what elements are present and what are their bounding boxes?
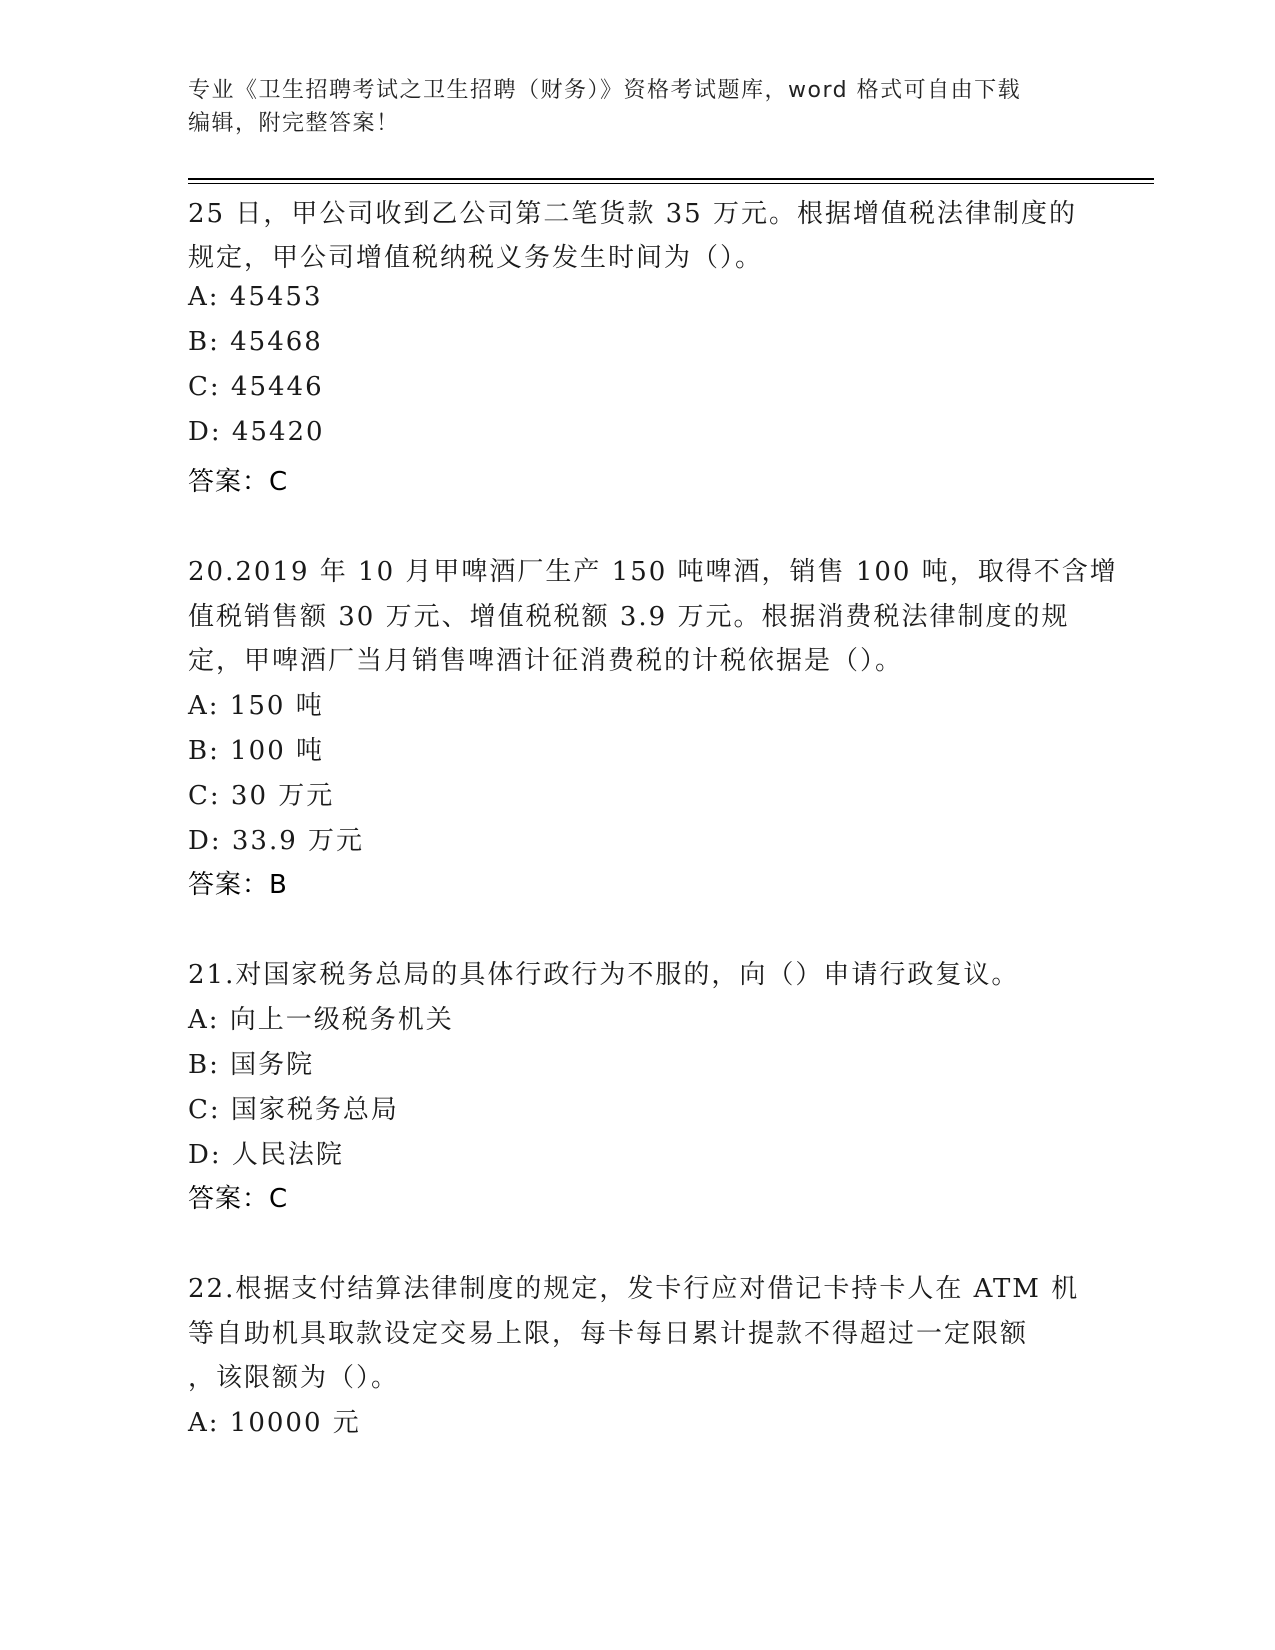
- q20-text-line-1: 20.2019 年 10 月甲啤酒厂生产 150 吨啤酒，销售 100 吨，取得不含增: [188, 557, 1118, 587]
- q20-option-b: B: 100 吨: [188, 736, 325, 766]
- q19-option-d: D: 45420: [188, 417, 325, 447]
- q21-option-a: A: 向上一级税务机关: [188, 1005, 454, 1035]
- q20-text-line-2: 值税销售额 30 万元、增值税税额 3.9 万元。根据消费税法律制度的规: [188, 602, 1070, 632]
- q22-option-a: A: 10000 元: [188, 1408, 361, 1438]
- q21-option-b: B: 国务院: [188, 1050, 315, 1080]
- q19-text-line-2: 规定，甲公司增值税纳税义务发生时间为（）。: [188, 243, 764, 273]
- document-header: [188, 74, 1088, 140]
- q22-text-line-1: 22.根据支付结算法律制度的规定，发卡行应对借记卡持卡人在 ATM 机: [188, 1274, 1080, 1304]
- q20-option-d: D: 33.9 万元: [188, 826, 365, 856]
- q21-option-c: C: 国家税务总局: [188, 1095, 399, 1125]
- q20-option-c: C: 30 万元: [188, 781, 335, 811]
- q19-option-c: C: 45446: [188, 372, 324, 402]
- q20-text-line-3: 定，甲啤酒厂当月销售啤酒计征消费税的计税依据是（）。: [188, 646, 904, 676]
- q19-option-b: B: 45468: [188, 327, 323, 357]
- q19-option-a: A: 45453: [188, 282, 323, 312]
- header-line-1: 专业《卫生招聘考试之卫生招聘（财务）》资格考试题库，word 格式可自由下载: [188, 78, 1022, 103]
- q22-text-line-3: ，该限额为（）。: [188, 1363, 400, 1393]
- q20-option-a: A: 150 吨: [188, 691, 324, 721]
- q19-answer: 答案：C: [188, 467, 289, 497]
- q21-option-d: D: 人民法院: [188, 1140, 344, 1170]
- q21-text-line-1: 21.对国家税务总局的具体行政行为不服的，向（）申请行政复议。: [188, 960, 1020, 990]
- header-divider-thin: [188, 183, 1154, 184]
- q19-text-line-1: 25 日，甲公司收到乙公司第二笔货款 35 万元。根据增值税法律制度的: [188, 199, 1077, 229]
- header-divider-thick: [188, 178, 1154, 180]
- q21-answer: 答案：C: [188, 1184, 289, 1214]
- header-line-2: 编辑，附完整答案！: [188, 111, 400, 136]
- q20-answer: 答案：B: [188, 870, 288, 900]
- q22-text-line-2: 等自助机具取款设定交易上限，每卡每日累计提款不得超过一定限额: [188, 1319, 1029, 1349]
